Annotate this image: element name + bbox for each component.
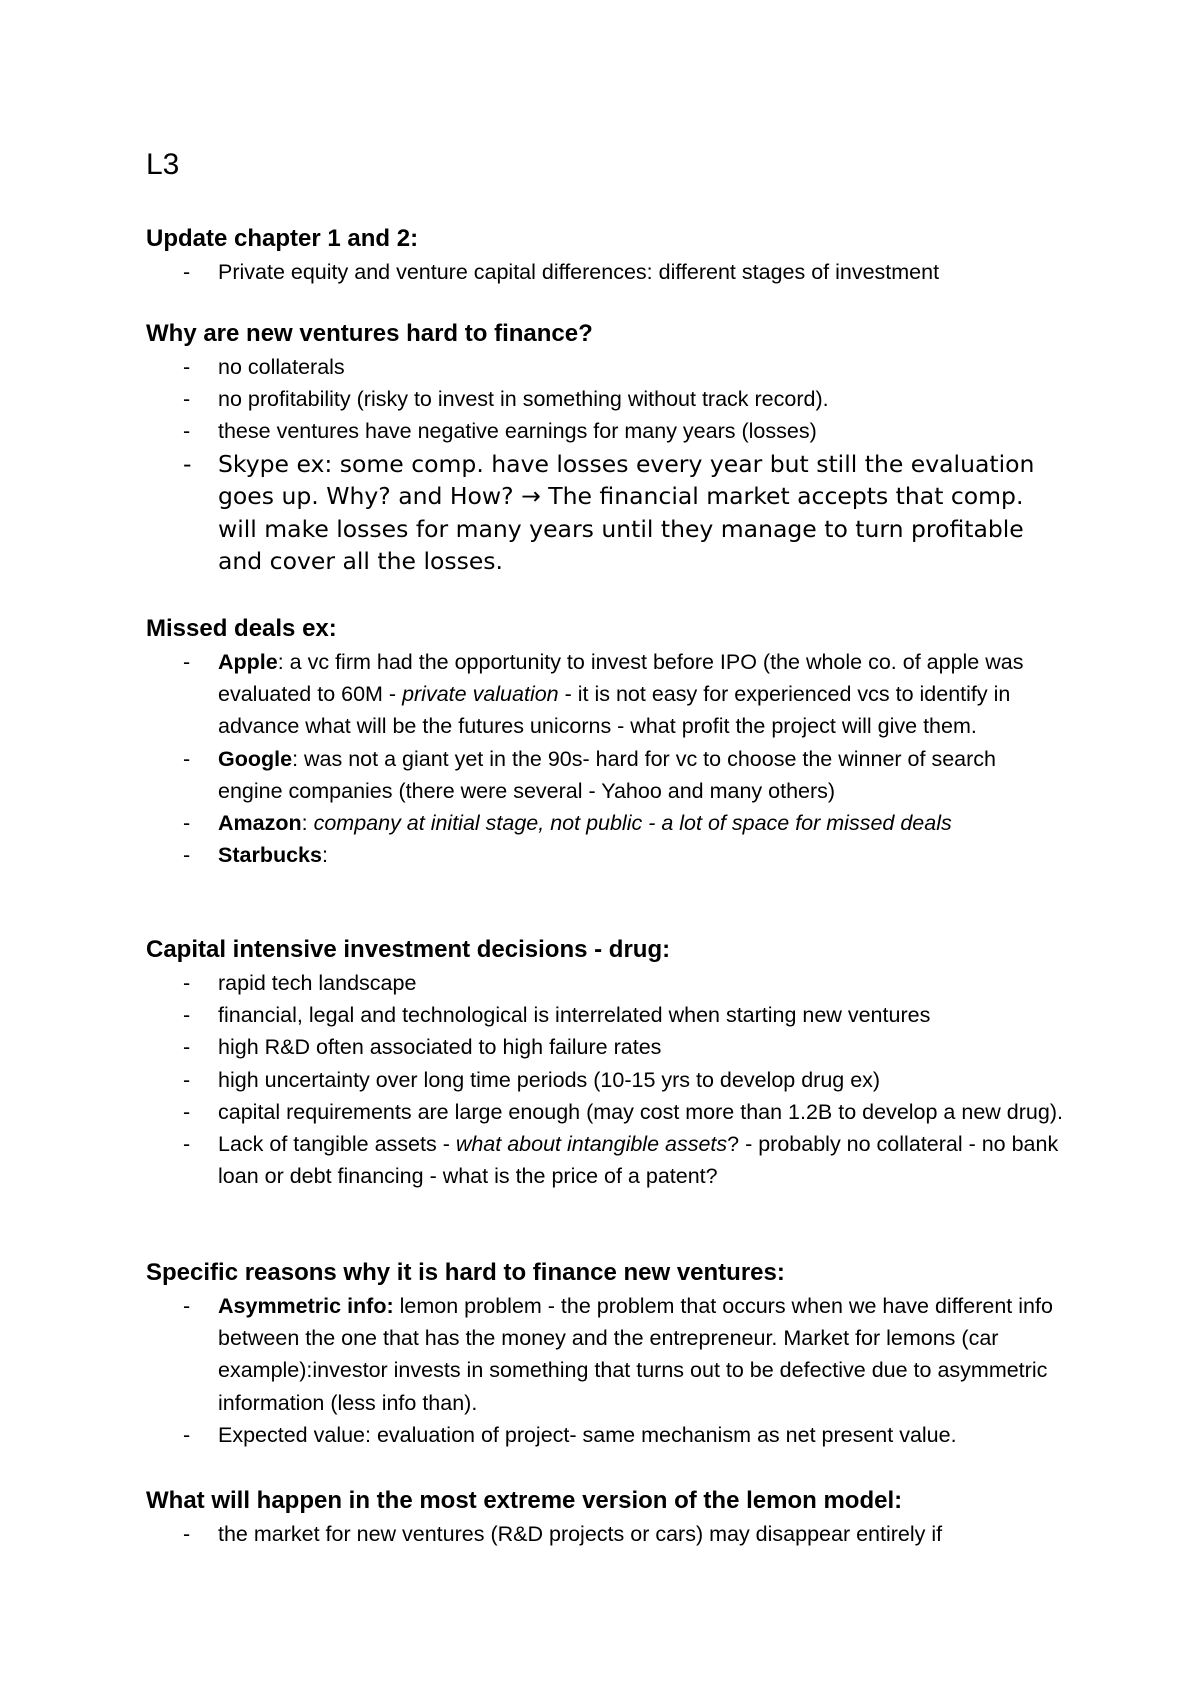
dash-bullet: -	[183, 1067, 191, 1092]
bullet-list	[146, 1290, 1066, 1451]
dash-bullet: -	[183, 419, 191, 444]
item-italic-text: what about intangible assets	[455, 1132, 728, 1157]
item-text: high R&D often associated to high failure rates	[218, 1035, 662, 1060]
list-item	[146, 1419, 1066, 1451]
section-heading: Capital intensive investment decisions - drug:	[146, 936, 671, 963]
item-bold-label: Apple	[218, 650, 278, 674]
dash-bullet: -	[183, 355, 191, 379]
list-item-skype-example	[146, 448, 1066, 578]
item-bold-label: Google	[218, 746, 293, 771]
list-item	[146, 415, 1066, 447]
bullet-list	[146, 646, 1066, 871]
bullet-list	[146, 256, 1066, 288]
section-lemon-model	[146, 1484, 1066, 1550]
list-item-asymmetric-info	[146, 1290, 1066, 1419]
list-item	[146, 1518, 1066, 1550]
dash-bullet: -	[183, 1099, 191, 1124]
document-title: L3	[146, 148, 180, 181]
list-item	[146, 999, 1066, 1031]
bullet-list	[146, 351, 1066, 578]
item-text: financial, legal and technological is interrelated when starting new ventures	[218, 1003, 931, 1028]
list-item	[146, 1064, 1066, 1096]
dash-bullet: -	[183, 387, 191, 412]
item-text: Expected value: evaluation of project- same mechanism as net present value.	[218, 1422, 957, 1447]
dash-bullet: -	[183, 843, 191, 868]
dash-bullet: -	[183, 1522, 191, 1546]
item-text: : was not a giant yet in the 90s- hard for vc to choose the winner of search engine companies (there were several - Yahoo and many others)	[218, 746, 996, 803]
item-text: lemon problem - the problem that occurs when we have different info between the one that has the money and the entrepreneur. Market for lemons (car example):investor invests in something that turns out to be defective due to asymmetric information (less info than).	[218, 1294, 1053, 1415]
dash-bullet: -	[183, 811, 191, 836]
item-text: capital requirements are large enough (may cost more than 1.2B to develop a new drug).	[218, 1099, 1063, 1124]
list-item	[146, 1128, 1066, 1192]
list-item-starbucks	[146, 839, 1066, 871]
item-text: : a vc firm had the opportunity to invest before IPO (the whole co. of apple was evaluated to 60M -	[218, 650, 1024, 707]
item-text: ? - probably no collateral - no bank loan or debt financing - what is the price of a patent?	[218, 1132, 1059, 1189]
list-item	[146, 1096, 1066, 1128]
item-text: high uncertainty over long time periods (10-15 yrs to develop drug ex)	[218, 1067, 881, 1092]
dash-bullet: -	[183, 1035, 191, 1060]
item-text: rapid tech landscape	[218, 971, 417, 995]
list-item	[146, 1031, 1066, 1063]
dash-bullet: -	[183, 260, 191, 284]
item-text: :	[321, 843, 328, 868]
list-item-google	[146, 743, 1066, 807]
dash-bullet: -	[183, 650, 191, 674]
section-heading: Missed deals ex:	[146, 615, 337, 642]
item-text: - it is not easy for experienced vcs to identify in advance what will be the futures unicorns - what profit the project will give them.	[218, 682, 1011, 739]
item-text: no profitability (risky to invest in something without track record).	[218, 387, 829, 412]
section-why-hard-to-finance	[146, 317, 1066, 578]
item-text: Lack of tangible assets -	[218, 1132, 456, 1157]
section-update-chapters	[146, 222, 1066, 288]
list-item	[146, 383, 1066, 415]
section-missed-deals	[146, 612, 1066, 871]
bullet-list	[146, 967, 1066, 1192]
dash-bullet: -	[183, 971, 191, 995]
section-specific-reasons	[146, 1256, 1066, 1451]
item-bold-label: Amazon	[218, 811, 302, 836]
section-heading: Update chapter 1 and 2:	[146, 225, 419, 252]
item-text: the market for new ventures (R&D projects or cars) may disappear entirely if	[218, 1522, 943, 1546]
section-heading: Specific reasons why it is hard to finance new ventures:	[146, 1259, 785, 1286]
section-heading: Why are new ventures hard to finance?	[146, 320, 593, 347]
list-item	[146, 256, 1066, 288]
dash-bullet: -	[183, 1422, 191, 1447]
dash-bullet: -	[183, 449, 192, 478]
list-item	[146, 351, 1066, 383]
list-item-apple	[146, 646, 1066, 743]
dash-bullet: -	[183, 1294, 191, 1318]
dash-bullet: -	[183, 1132, 191, 1157]
item-text: these ventures have negative earnings for many years (losses)	[218, 419, 817, 444]
section-capital-intensive	[146, 933, 1066, 1192]
item-bold-label: Asymmetric info:	[218, 1294, 394, 1318]
dash-bullet: -	[183, 746, 191, 771]
item-separator: :	[301, 811, 314, 836]
item-italic-text: company at initial stage, not public - a lot of space for missed deals	[313, 811, 952, 836]
section-heading: What will happen in the most extreme version of the lemon model:	[146, 1487, 903, 1514]
item-text: Private equity and venture capital differences: different stages of investment	[218, 260, 940, 284]
bullet-list	[146, 1518, 1066, 1550]
list-item	[146, 967, 1066, 999]
list-item-amazon	[146, 807, 1066, 839]
item-bold-label: Starbucks	[218, 843, 322, 868]
item-text: Skype ex: some comp. have losses every year but still the evaluation goes up. Why? and How? → The financial market accepts that comp. will make losses for many years until they manage to turn profitable and cover all the losses.	[218, 449, 1035, 576]
dash-bullet: -	[183, 1003, 191, 1028]
item-text: no collaterals	[218, 355, 345, 379]
item-italic-text: private valuation	[402, 682, 559, 707]
